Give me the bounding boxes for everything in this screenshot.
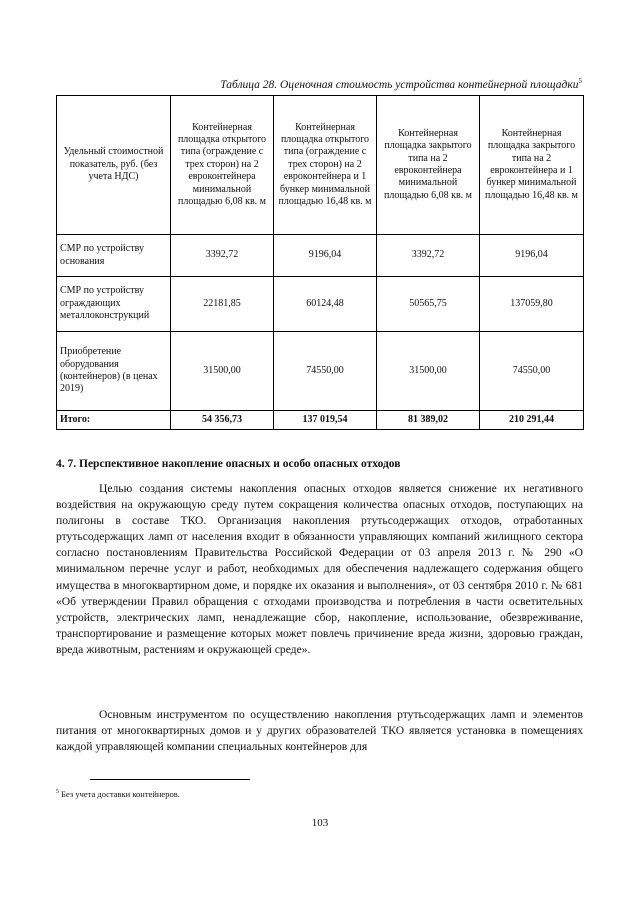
header-cell-open-small: Контейнерная площадка открытого типа (ограждение с трех сторон) на 2 евроконтейнера минимальной площадью 6,08 кв. м xyxy=(171,96,274,235)
header-cell-closed-small: Контейнерная площадка закрытого типа на 2 евроконтейнера минимальной площадью 6,08 кв. м xyxy=(377,96,480,235)
table-cell: 3392,72 xyxy=(377,235,480,277)
table-row xyxy=(57,235,584,277)
total-cell: 81 389,02 xyxy=(377,411,480,430)
body-paragraph: Основным инструментом по осуществлению накопления ртутьсодержащих ламп и элементов питания от многоквартирных домов и у других образователей ТКО является установка в помещениях каждой управляющей компании специальных контейнеров для xyxy=(56,708,583,754)
table-cell: 50565,75 xyxy=(377,277,480,332)
header-cell-open-large: Контейнерная площадка открытого типа (ограждение с трех сторон) на 2 евроконтейнера и 1 бункер минимальной площадью 16,48 кв. м xyxy=(274,96,377,235)
table-cell: 9196,04 xyxy=(480,235,584,277)
total-cell: 210 291,44 xyxy=(480,411,584,430)
table-cell: 60124,48 xyxy=(274,277,377,332)
cost-table xyxy=(56,95,584,430)
section-heading: 4. 7. Перспективное накопление опасных и особо опасных отходов xyxy=(56,458,401,470)
row-label: СМР по устройству основания xyxy=(57,235,171,277)
total-cell: 137 019,54 xyxy=(274,411,377,430)
footnote-reference: 5 xyxy=(578,77,582,85)
total-cell: 54 356,73 xyxy=(171,411,274,430)
table-cell: 9196,04 xyxy=(274,235,377,277)
header-cell-indicator: Удельный стоимостной показатель, руб. (без учета НДС) xyxy=(57,96,171,235)
footnote-divider xyxy=(90,779,250,780)
header-cell-closed-large: Контейнерная площадка закрытого типа на 2 евроконтейнера и 1 бункер минимальной площадью 16,48 кв. м xyxy=(480,96,584,235)
total-label: Итого: xyxy=(57,411,171,430)
table-cell: 137059,80 xyxy=(480,277,584,332)
table-cell: 31500,00 xyxy=(377,332,480,411)
row-label: Приобретение оборудования (контейнеров) (в ценах 2019) xyxy=(57,332,171,411)
table-cell: 31500,00 xyxy=(171,332,274,411)
row-label: СМР по устройству ограждающих металлоконструкций xyxy=(57,277,171,332)
table-caption-text: Таблица 28. Оценочная стоимость устройства контейнерной площадки xyxy=(220,78,579,91)
page-number: 103 xyxy=(311,817,329,829)
table-header-row xyxy=(57,96,584,235)
table-row xyxy=(57,332,584,411)
table-cell: 22181,85 xyxy=(171,277,274,332)
footnote-text: Без учета доставки контейнеров. xyxy=(61,788,180,799)
footnote xyxy=(56,787,180,799)
table-caption xyxy=(60,75,582,92)
table-row xyxy=(57,277,584,332)
table-cell: 74550,00 xyxy=(480,332,584,411)
table-total-row xyxy=(57,411,584,430)
table-cell: 3392,72 xyxy=(171,235,274,277)
table-cell: 74550,00 xyxy=(274,332,377,411)
body-paragraph: Целью создания системы накопления опасных отходов является снижение их негативного воздействия на окружающую среду путем сокращения количества опасных отходов, поступающих на полигоны в составе ТКО. Организация накопления ртутьсодержащих отходов, отработанных ртутьсодержащих ламп от населения входит в обязанности управляющих компаний жилищного сектора согласно постановлениям Правительства Российской Федерации от 03 апреля 2013 г. № 290 «О минимальном перечне услуг и работ, необходимых для обеспечения надлежащего содержания общего имущества в многоквартирном доме, и порядке их оказания и выполнения», от 03 сентября 2010 г. № 681 «Об утверждении Правил обращения с отходами производства и потребления в части осветительных устройств, электрических ламп, ненадлежащие сбор, накопление, использование, обезвреживание, транспортирование и размещение которых может повлечь причинение вреда жизни, здоровью граждан, вреда животным, растениям и окружающей среде». xyxy=(56,482,583,656)
footnote-number: 5 xyxy=(56,789,59,795)
